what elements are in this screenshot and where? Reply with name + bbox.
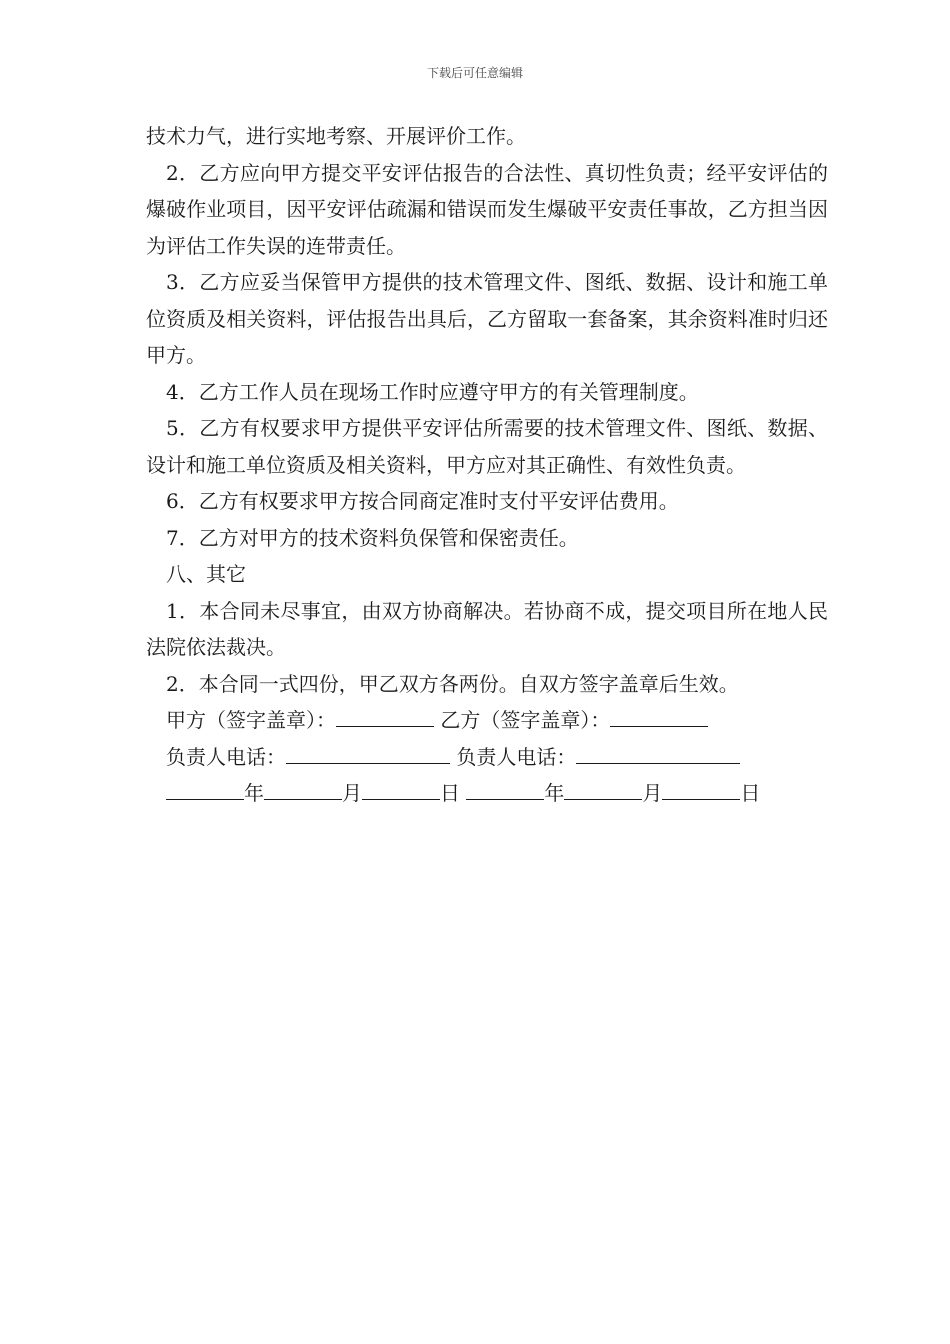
party-a-month-blank <box>264 777 342 800</box>
page-header: 下载后可任意编辑 <box>426 66 523 80</box>
party-a-signature-label: 甲方（签字盖章）： <box>166 708 336 732</box>
paragraph-clause-7-4: 4．乙方工作人员在现场工作时应遵守甲方的有关管理制度。 <box>166 379 699 404</box>
party-a-month-label: 月 <box>342 781 362 805</box>
paragraph-clause-8-2: 2．本合同一式四份，甲乙双方各两份。自双方签字盖章后生效。 <box>166 671 739 696</box>
party-b-month-label: 月 <box>642 781 663 805</box>
party-b-year-blank <box>466 777 544 800</box>
party-a-signature-blank <box>336 704 434 727</box>
paragraph-clause-7-7: 7．乙方对甲方的技术资料负保管和保密责任。 <box>166 525 579 550</box>
document-body <box>146 118 828 812</box>
party-b-year-label: 年 <box>544 781 565 805</box>
paragraph-clause-7-6: 6．乙方有权要求甲方按合同商定准时支付平安评估费用。 <box>166 489 679 513</box>
party-a-year-blank <box>166 777 244 800</box>
contact-row <box>146 739 828 776</box>
party-a-day-label: 日 <box>440 781 460 805</box>
party-b-contact-label: 负责人电话： <box>456 744 577 769</box>
paragraph-clause-8-1: 1．本合同未尽事宜，由双方协商解决。若协商不成，提交项目所在地人民法院依法裁决。 <box>146 598 828 659</box>
party-a-contact-label: 负责人电话： <box>166 744 286 769</box>
paragraph-clause-7-2: 2．乙方应向甲方提交平安评估报告的合法性、真切性负责；经平安评估的爆破作业项目，因平安评估疏漏和错误而发生爆破平安责任事故，乙方担当因为评估工作失误的连带责任。 <box>146 160 828 258</box>
party-b-contact-blank <box>576 741 740 764</box>
party-a-year-label: 年 <box>244 781 264 805</box>
party-a-day-blank <box>362 777 440 800</box>
party-b-month-blank <box>564 777 642 800</box>
signature-row <box>146 702 828 739</box>
date-row <box>146 775 828 812</box>
party-b-signature-blank <box>610 704 708 727</box>
paragraph-clause-7-3: 3．乙方应妥当保管甲方提供的技术管理文件、图纸、数据、设计和施工单位资质及相关资料，评估报告出具后，乙方留取一套备案，其余资料准时归还甲方。 <box>146 270 828 367</box>
party-b-signature-label: 乙方（签字盖章）： <box>440 708 611 732</box>
party-a-contact-blank <box>286 741 450 764</box>
paragraph-continuation: 技术力气，进行实地考察、开展评价工作。 <box>146 124 526 148</box>
section-heading-other: 八、其它 <box>166 562 246 586</box>
party-b-day-blank <box>662 777 740 800</box>
party-b-day-label: 日 <box>740 781 761 805</box>
paragraph-clause-7-5: 5．乙方有权要求甲方提供平安评估所需要的技术管理文件、图纸、数据、设计和施工单位资质及相关资料，甲方应对其正确性、有效性负责。 <box>146 416 828 477</box>
